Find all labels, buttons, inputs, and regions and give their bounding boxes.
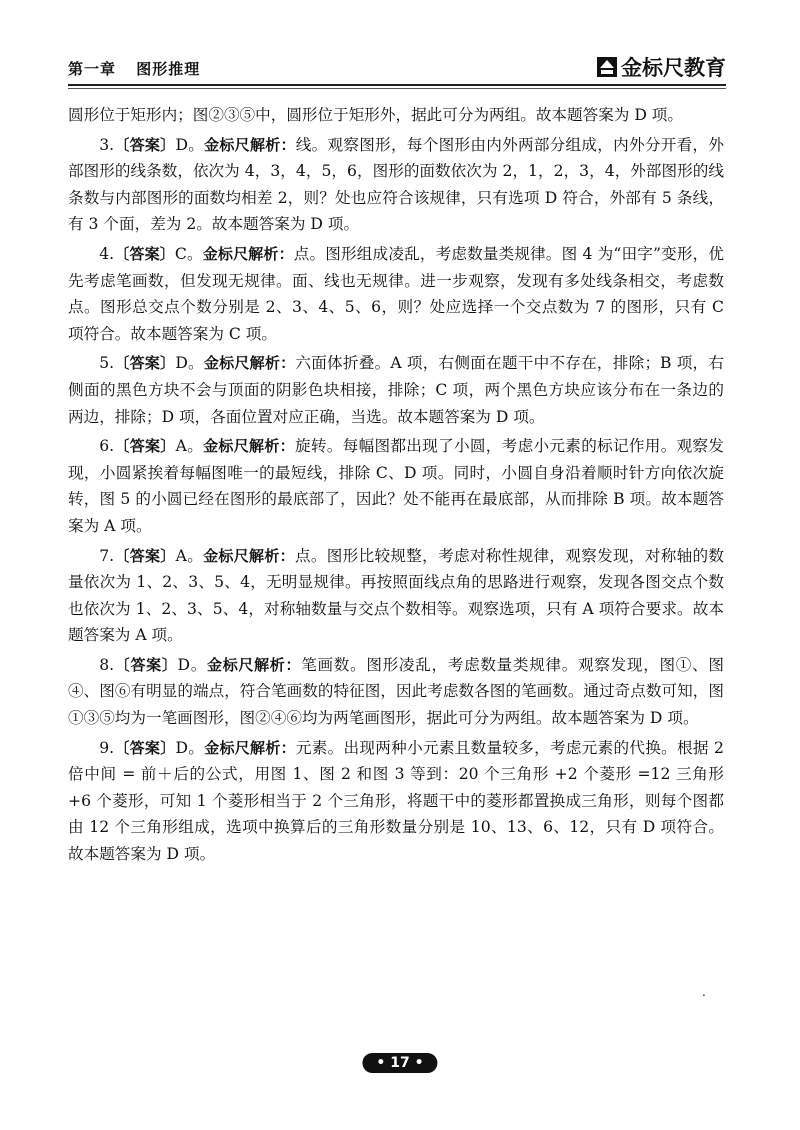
answer-paragraph — [68, 433, 724, 539]
brand-logo-icon — [596, 56, 618, 78]
answer-label: 〔答案〕 — [114, 354, 176, 373]
analysis-label: 金标尺解析： — [207, 655, 302, 674]
page-header — [68, 48, 726, 84]
stray-dot: . — [702, 985, 706, 999]
header-rule — [68, 84, 726, 86]
answer-label: 〔答案〕 — [114, 135, 176, 154]
answer-label: 〔答案〕 — [114, 437, 176, 456]
chapter-title — [68, 58, 214, 79]
analysis-text: 元素。出现两种小元素且数量较多，考虑元素的代换。根据 2 倍中间 = 前＋后的公式，用图 1、图 2 和图 3 等到：20 个三角形 +2 个菱形 =12 三角形 +6 个菱形，可知 1 个菱形相当于 2 个三角形，将题干中的菱形都置换成三角形，则每个图都由 12 个三角形组成，选项中换算后的三角形数量分别是 10、13、6、12，只有 D 项符合。故本题答案为 D 项。 — [68, 738, 724, 864]
analysis-label: 金标尺解析： — [204, 738, 296, 757]
answer-choice: D。 — [175, 135, 205, 154]
answer-paragraph — [68, 350, 724, 430]
analysis-text: 线。观察图形，每个图形由内外两部分组成，内外分开看，外部图形的线条数，依次为 4，3，4，5，6，图形的面数依次为 2，1，2，3，4，外部图形的线条数与内部图形的面数均相差 2，则？处也应符合该规律，只有选项 D 符合，外部有 5 条线，有 3 个面，差为 2。故本题答案为 D 项。 — [68, 135, 724, 234]
section-title: 图形推理 — [136, 60, 201, 78]
chapter-number: 第一章 — [68, 60, 117, 78]
answer-number: 8. — [99, 655, 115, 674]
answer-number: 3. — [99, 135, 115, 154]
analysis-label: 金标尺解析： — [203, 546, 295, 565]
answer-choice: A。 — [175, 437, 204, 456]
answer-label: 〔答案〕 — [114, 546, 176, 565]
analysis-text: 点。图形组成凌乱，考虑数量类规律。图 4 为“田字”变形，优先考虑笔画数，但发现无规律。面、线也无规律。进一步观察，发现有多处线条相交，考虑数点。图形总交点个数分别是 2、3、4、5、6，则？处应选择一个交点数为 7 的图形，只有 C 项符合。故本题答案为 C 项。 — [68, 244, 724, 343]
answer-number: 6. — [99, 437, 115, 456]
analysis-text: 旋转。每幅图都出现了小圆，考虑小元素的标记作用。观察发现，小圆紧挨着每幅图唯一的最短线，排除 C、D 项。同时，小圆自身沿着顺时针方向依次旋转，图 5 的小圆已经在图形的最底部了，因此？处不能再在最底部，从而排除 B 项。故本题答案为 A 项。 — [68, 437, 724, 535]
analysis-label: 金标尺解析： — [203, 354, 296, 373]
analysis-text: 点。图形比较规整，考虑对称性规律，观察发现，对称轴的数量依次为 1、2、3、5、4，无明显规律。再按照面线点角的思路进行观察，发现各图交点个数也依次为 1、2、3、5、4，对称轴数量与交点个数相等。观察选项，只有 A 项符合要求。故本题答案为 A 项。 — [68, 546, 724, 645]
page-content — [68, 102, 724, 871]
answer-choice: D。 — [175, 354, 204, 373]
answer-list — [68, 132, 724, 868]
answer-choice: A。 — [175, 546, 204, 565]
answer-paragraph — [68, 735, 724, 868]
answer-label: 〔答案〕 — [114, 655, 178, 674]
answer-number: 7. — [99, 546, 115, 565]
intro-paragraph: 圆形位于矩形内；图②③⑤中，圆形位于矩形外，据此可分为两组。故本题答案为 D 项。 — [68, 106, 683, 124]
page-number: • 17 • — [362, 1053, 437, 1073]
analysis-text: 六面体折叠。A 项，右侧面在题干中不存在，排除；B 项，右侧面的黑色方块不会与顶面的阴影色块相接，排除；C 项，两个黑色方块应该分布在一条边的两边，排除；D 项，各面位置对应正确，当选。故本题答案为 D 项。 — [68, 354, 724, 426]
analysis-label: 金标尺解析： — [202, 244, 294, 263]
answer-choice: D。 — [175, 738, 205, 757]
analysis-label: 金标尺解析： — [203, 437, 295, 456]
answer-choice: D。 — [177, 655, 208, 674]
answer-label: 〔答案〕 — [114, 738, 176, 757]
answer-paragraph — [68, 241, 724, 347]
answer-paragraph — [68, 543, 724, 649]
brand-logo — [596, 52, 726, 82]
answer-label: 〔答案〕 — [114, 244, 175, 263]
analysis-text: 笔画数。图形凌乱，考虑数量类规律。观察发现，图①、图④、图⑥有明显的端点，符合笔画数的特征图，因此考虑数各图的笔画数。通过奇点数可知，图①③⑤均为一笔画图形，图②④⑥均为两笔画图形，据此可分为两组。故本题答案为 D 项。 — [68, 655, 724, 728]
header-rule-thin — [68, 88, 726, 89]
answer-number: 4. — [99, 244, 115, 263]
answer-paragraph — [68, 132, 724, 238]
answer-number: 9. — [99, 738, 115, 757]
answer-number: 5. — [99, 354, 115, 373]
answer-paragraph — [68, 652, 724, 732]
answer-choice: C。 — [174, 244, 203, 263]
brand-name: 金标尺教育 — [621, 56, 726, 80]
analysis-label: 金标尺解析： — [204, 135, 296, 154]
